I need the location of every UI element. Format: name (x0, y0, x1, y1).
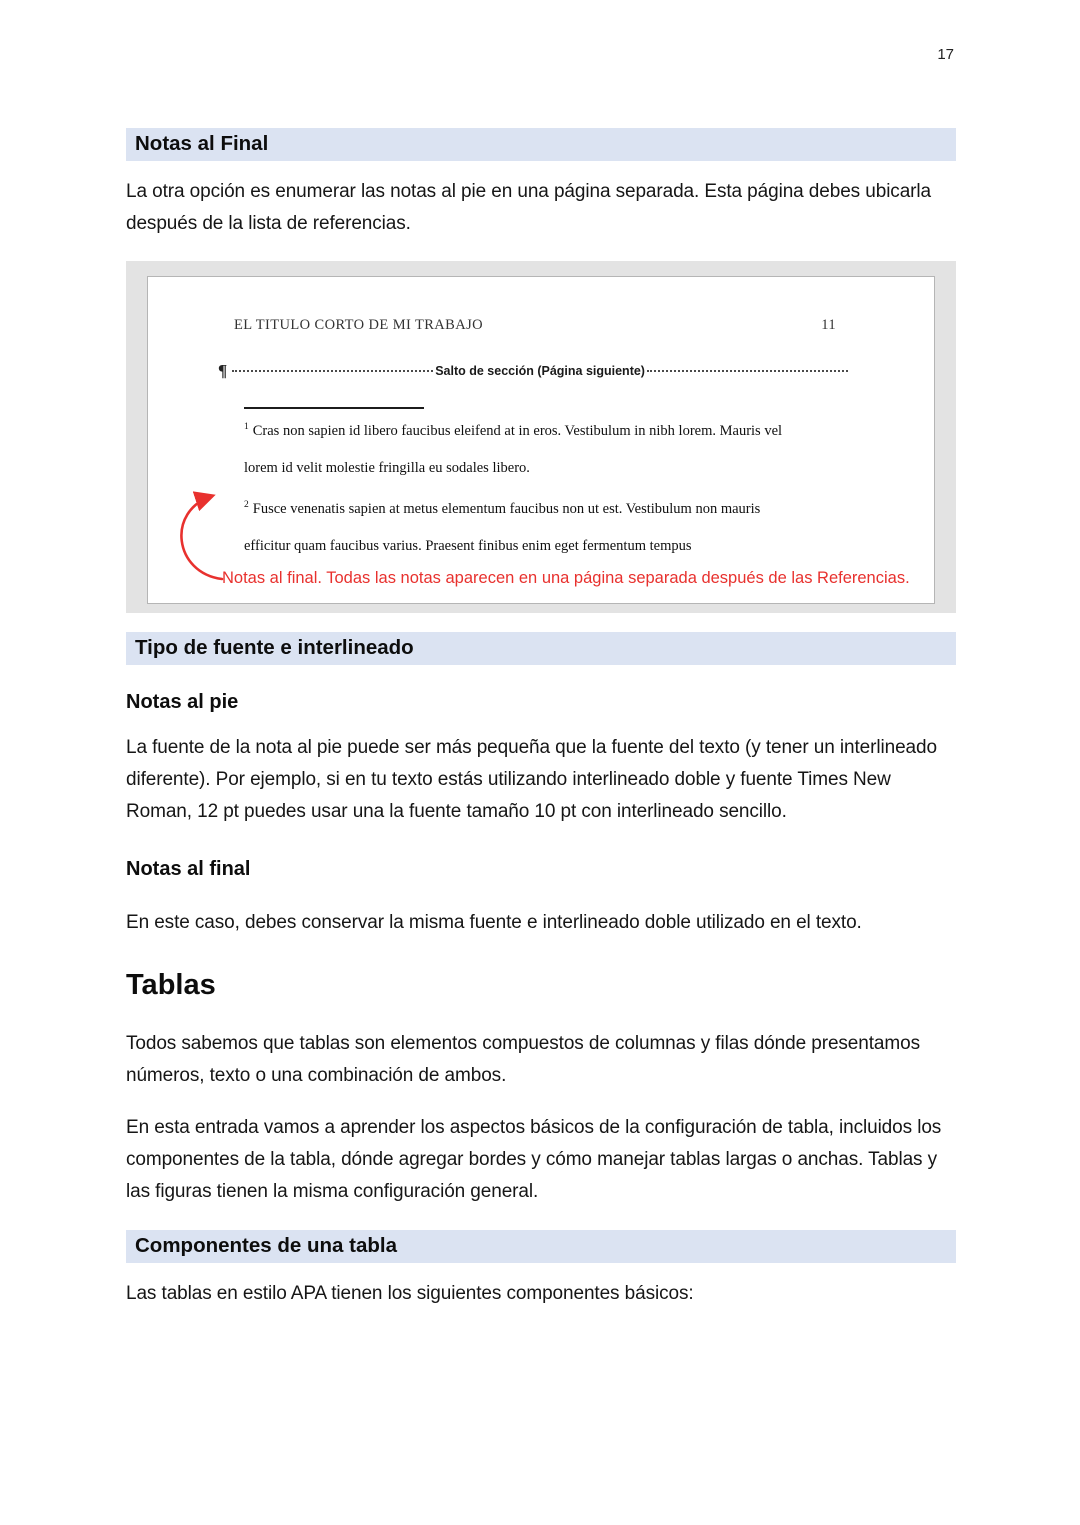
footnote-line (244, 409, 904, 450)
running-head-title: EL TITULO CORTO DE MI TRABAJO (234, 317, 484, 333)
section-heading-componentes: Componentes de una tabla (126, 1230, 956, 1263)
section-break-label: Salto de sección (Página siguiente) (435, 364, 645, 378)
paragraph-componentes: Las tablas en estilo APA tienen los siguientes componentes básicos: (126, 1283, 694, 1304)
word-page (147, 276, 935, 604)
dotted-leader (232, 370, 433, 372)
footnote-text: Fusce venenatis sapien at metus elementum faucibus non ut est. Vestibulum non mauris (252, 500, 761, 517)
subheading-notas-al-final: Notas al final (126, 858, 251, 880)
footnote-text: efficitur quam faucibus varius. Praesent finibus enim eget fermentum tempus (244, 537, 692, 554)
footnote-line (244, 528, 904, 565)
running-head (234, 317, 836, 334)
word-page-number: 11 (821, 317, 836, 333)
annotation-arrow (162, 483, 242, 583)
annotation-text: Notas al final. Todas las notas aparecen en una página separada después de las Referencias. (222, 569, 910, 587)
section-heading-tipo-de-fuente: Tipo de fuente e interlineado (126, 632, 956, 665)
section-heading-notas-al-final: Notas al Final (126, 128, 956, 161)
word-screenshot-figure (126, 261, 956, 613)
footnote-text: lorem id velit molestie fringilla eu sodales libero. (244, 459, 530, 476)
page-number: 17 (937, 46, 954, 63)
section-break-marker (218, 361, 850, 381)
document-body (126, 128, 956, 1310)
paragraph-tablas-1: Todos sabemos que tablas son elementos compuestos de columnas y filas dónde presentamos números, texto o una combinación de ambos. (126, 1033, 920, 1086)
paragraph-notas-al-final-fuente: En este caso, debes conservar la misma fuente e interlineado doble utilizado en el texto. (126, 912, 862, 933)
paragraph-notas-al-final: La otra opción es enumerar las notas al pie en una página separada. Esta página debes ubicarla después de la lista de referencias. (126, 181, 931, 234)
heading-tablas: Tablas (126, 969, 216, 1001)
dotted-leader (647, 370, 848, 372)
footnote-text: Cras non sapien id libero faucibus eleifend at in eros. Vestibulum in nibh lorem. Mauris vel (252, 422, 783, 439)
pilcrow-mark: ¶ (218, 361, 228, 380)
footnote-line (244, 450, 904, 487)
paragraph-notas-al-pie: La fuente de la nota al pie puede ser más pequeña que la fuente del texto (y tener un interlineado diferente). Por ejemplo, si en tu texto estás utilizando interlineado doble y fuente Times New Roman, 12 pt puedes usar una la fuente tamaño 10 pt con interlineado sencillo. (126, 737, 937, 822)
subheading-notas-al-pie: Notas al pie (126, 691, 239, 713)
footnote-number: 2 (244, 499, 249, 510)
footnotes (244, 409, 904, 565)
footnote-line (244, 487, 904, 528)
footnote-number: 1 (244, 422, 249, 432)
paragraph-tablas-2: En esta entrada vamos a aprender los aspectos básicos de la configuración de tabla, incluidos los componentes de la tabla, dónde agregar bordes y cómo manejar tablas largas o anchas. Tablas y las figuras tienen la misma configuración general. (126, 1117, 942, 1202)
